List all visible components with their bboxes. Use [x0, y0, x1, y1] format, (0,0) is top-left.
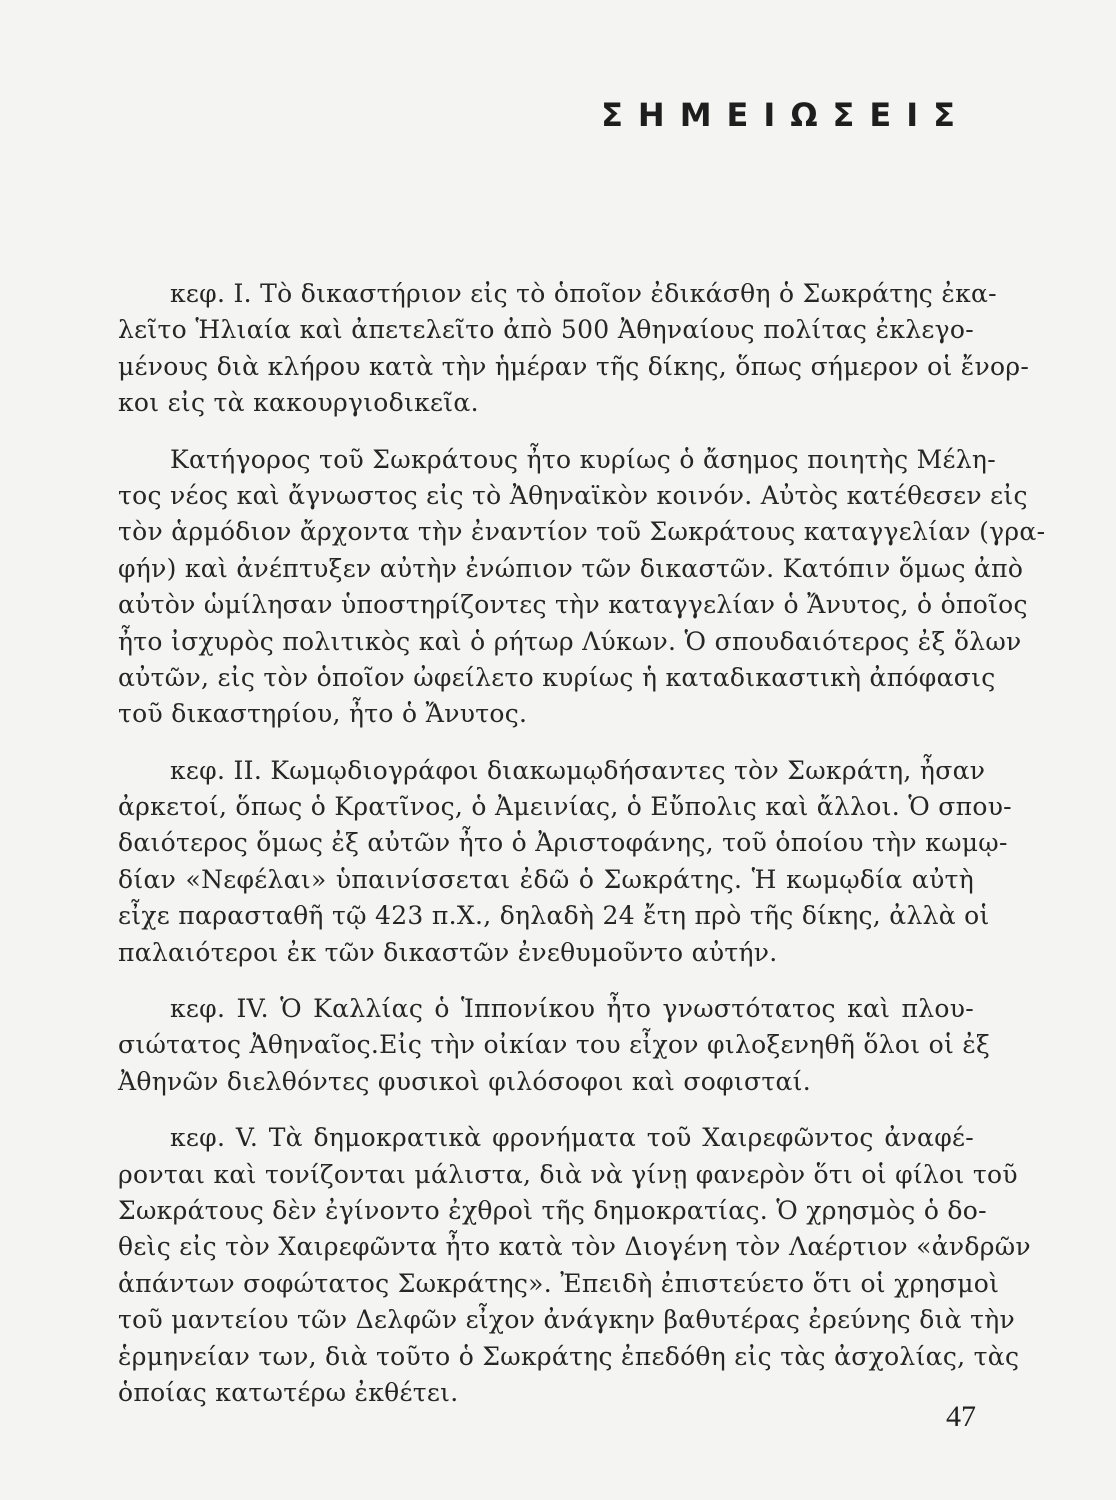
text-line: σιώτατος Ἀθηναῖος.Εἰς τὴν οἰκίαν του εἶχον φιλοξενηθῆ ὅλοι οἱ ἐξ	[118, 1030, 991, 1060]
notes-body	[118, 276, 1046, 1431]
text-line: τὸν ἁρμόδιον ἄρχοντα τὴν ἐναντίον τοῦ Σωκράτους καταγγελίαν (γρα-	[118, 517, 1046, 547]
text-line: Κατήγορος τοῦ Σωκράτους ἦτο κυρίως ὁ ἄσημος ποιητὴς Μέλη-	[170, 444, 996, 474]
page-heading: ΣΗΜΕΙΩΣΕΙΣ	[601, 96, 970, 134]
text-line: δίαν «Νεφέλαι» ὑπαινίσσεται ἐδῶ ὁ Σωκράτης. Ἡ κωμῳδία αὐτὴ	[118, 864, 974, 894]
note-chapter-5	[118, 1120, 1031, 1411]
note-chapter-1-accuser	[118, 442, 1046, 733]
text-line: κεφ. IV. Ὁ Καλλίας ὁ Ἱππονίκου ἦτο γνωστότατος καὶ πλου-	[170, 994, 974, 1024]
text-line: κεφ. V. Τὰ δημοκρατικὰ φρονήματα τοῦ Χαιρεφῶντος ἀναφέ-	[170, 1123, 974, 1153]
text-line: θεὶς εἰς τὸν Χαιρεφῶντα ἦτο κατὰ τὸν Διογένη τὸν Λαέρτιον «ἀνδρῶν	[118, 1232, 1031, 1262]
note-chapter-1	[118, 276, 1030, 422]
text-line: τοῦ δικαστηρίου, ἦτο ὁ Ἄνυτος.	[118, 699, 528, 729]
text-line: ἀρκετοί, ὅπως ὁ Κρατῖνος, ὁ Ἀμεινίας, ὁ Εὔπολις καὶ ἄλλοι. Ὁ σπου-	[118, 792, 1012, 822]
text-line: ἦτο ἰσχυρὸς πολιτικὸς καὶ ὁ ρήτωρ Λύκων. Ὁ σπουδαιότερος ἐξ ὅλων	[118, 626, 1022, 656]
text-line: ἑρμηνείαν των, διὰ τοῦτο ὁ Σωκράτης ἐπεδόθη εἰς τὰς ἀσχολίας, τὰς	[118, 1341, 1020, 1371]
text-line: τοῦ μαντείου τῶν Δελφῶν εἶχον ἀνάγκην βαθυτέρας ἐρεύνης διὰ τὴν	[118, 1305, 1015, 1335]
text-line: αὐτῶν, εἰς τὸν ὁποῖον ὠφείλετο κυρίως ἡ καταδικαστικὴ ἀπόφασις	[118, 662, 996, 692]
text-line: λεῖτο Ἡλιαία καὶ ἀπετελεῖτο ἀπὸ 500 Ἀθηναίους πολίτας ἐκλεγο-	[118, 315, 974, 345]
text-line: ὁποίας κατωτέρω ἐκθέτει.	[118, 1377, 459, 1407]
text-line: κεφ. Ι. Τὸ δικαστήριον εἰς τὸ ὁποῖον ἐδικάσθη ὁ Σωκράτης ἐκα-	[170, 279, 997, 308]
text-line: αὐτὸν ὡμίλησαν ὑποστηρίζοντες τὴν καταγγελίαν ὁ Ἄνυτος, ὁ ὁποῖος	[118, 590, 1028, 620]
text-line: κεφ. ΙΙ. Κωμῳδιογράφοι διακωμῳδήσαντες τὸν Σωκράτη, ἦσαν	[170, 755, 986, 785]
text-line: εἶχε παρασταθῆ τῷ 423 π.Χ., δηλαδὴ 24 ἔτη πρὸ τῆς δίκης, ἀλλὰ οἱ	[118, 901, 990, 931]
text-line: παλαιότεροι ἐκ τῶν δικαστῶν ἐνεθυμοῦντο αὐτήν.	[118, 937, 778, 967]
text-line: ρονται καὶ τονίζονται μάλιστα, διὰ νὰ γίνῃ φανερὸν ὅτι οἱ φίλοι τοῦ	[118, 1159, 1018, 1189]
text-line: ἁπάντων σοφώτατος Σωκράτης». Ἐπειδὴ ἐπιστεύετο ὅτι οἱ χρησμοὶ	[118, 1268, 1000, 1298]
page-number: 47	[946, 1400, 976, 1433]
note-chapter-2	[118, 753, 1012, 971]
text-line: Σωκράτους δὲν ἐγίνοντο ἐχθροὶ τῆς δημοκρατίας. Ὁ χρησμὸς ὁ δο-	[118, 1195, 987, 1225]
note-chapter-4	[118, 991, 991, 1100]
text-line: Ἀθηνῶν διελθόντες φυσικοὶ φιλόσοφοι καὶ σοφισταί.	[118, 1066, 812, 1096]
text-line: φήν) καὶ ἀνέπτυξεν αὐτὴν ἐνώπιον τῶν δικαστῶν. Κατόπιν ὅμως ἀπὸ	[118, 553, 1024, 583]
text-line: μένους διὰ κλήρου κατὰ τὴν ἡμέραν τῆς δίκης, ὅπως σήμερον οἱ ἔνορ-	[118, 351, 1030, 381]
text-line: κοι εἰς τὰ κακουργιοδικεῖα.	[118, 388, 479, 418]
text-line: δαιότερος ὅμως ἐξ αὐτῶν ἦτο ὁ Ἀριστοφάνης, τοῦ ὁποίου τὴν κωμῳ-	[118, 828, 1008, 858]
text-line: τος νέος καὶ ἄγνωστος εἰς τὸ Ἀθηναϊκὸν κοινόν. Αὐτὸς κατέθεσεν εἰς	[118, 480, 1028, 510]
